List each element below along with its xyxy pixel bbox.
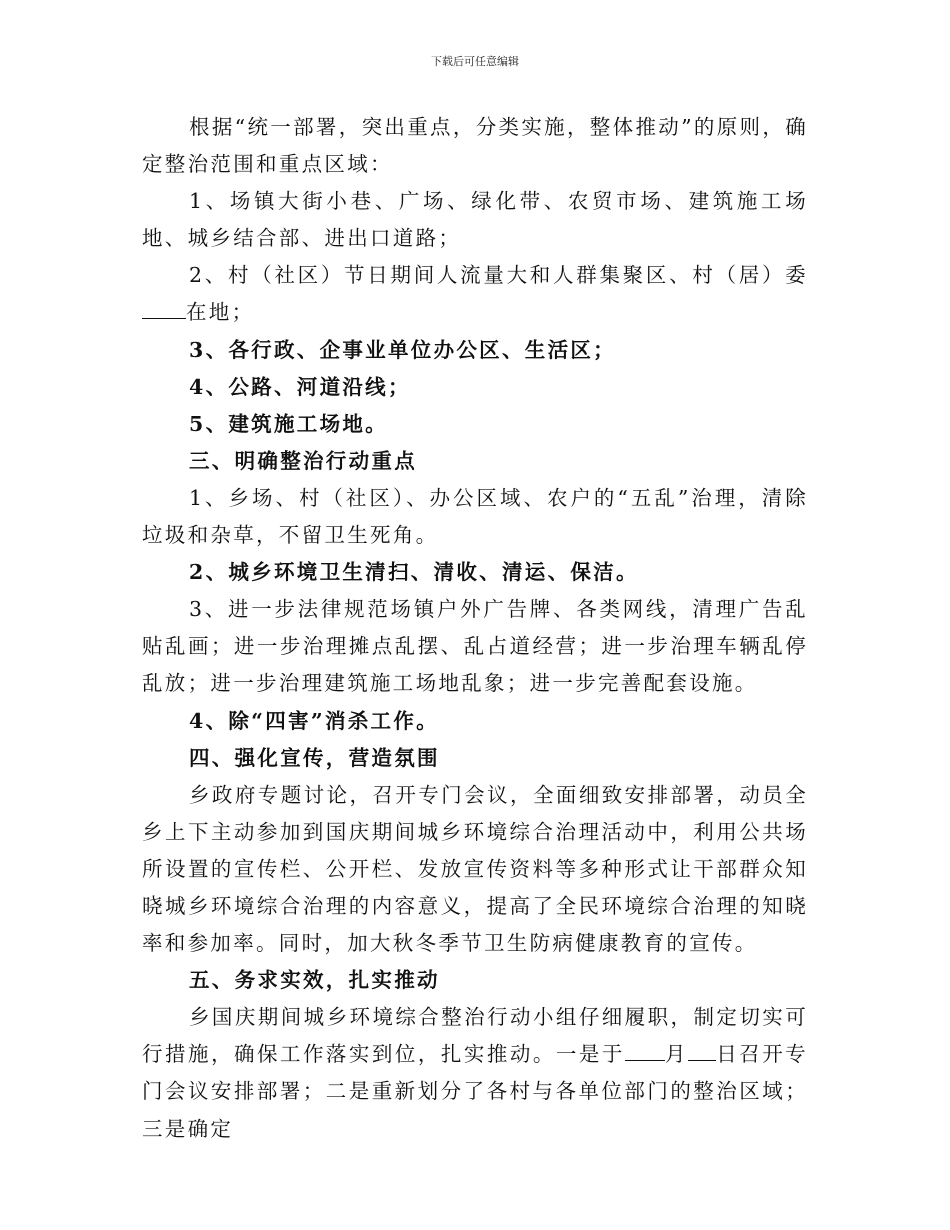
paragraph-item-2 [142,257,808,331]
paragraph-principle: 根据“统一部署，突出重点，分类实施，整体推动”的原则，确定整治范围和重点区域： [142,115,808,177]
paragraph-implementation-text-a: 乡国庆期间城乡环境综合整治行动小组仔细履职，制定切实可行措施，确保工作落实到位，扎实推动。一是于 [142,1005,808,1067]
day-blank [688,1040,716,1062]
document-body [142,109,808,1148]
paragraph-item-2-text: 2、村（社区）节日期间人流量大和人群集聚区、村（居）委 [189,263,808,288]
paragraph-implementation-text-c: 日召开专门会议安排部署；二是重新划分了各村与各单位部门的整治区域；三是确定 [142,1042,808,1141]
paragraph-implementation-text-b: 月 [664,1042,689,1067]
paragraph-focus-1: 1、乡场、村（社区）、办公区域、农户的“五乱”治理，清除垃圾和杂草，不留卫生死角。 [142,485,808,548]
paragraph-item-3: 3、各行政、企事业单位办公区、生活区； [189,337,616,362]
page-header: 下载后可任意编辑 [431,55,519,68]
paragraph-implementation [142,999,808,1147]
paragraph-item-1: 1、场镇大街小巷、广场、绿化带、农贸市场、建筑施工场地、城乡结合部、进出口道路； [142,189,808,251]
fill-blank [142,298,186,320]
paragraph-item-4: 4、公路、河道沿线； [189,374,411,399]
paragraph-item-5: 5、建筑施工场地。 [189,411,388,436]
paragraph-publicity: 乡政府专题讨论，召开专门会议，全面细致安排部署，动员全乡上下主动参加到国庆期间城乡环境综合治理活动中，利用公共场所设置的宣传栏、公开栏、发放宣传资料等多种形式让干部群众知晓城乡环境综合治理的内容意义，提高了全民环境综合治理的知晓率和参加率。同时，加大秋冬季节卫生防病健康教育的宣传。 [142,782,808,956]
section-heading-3: 三、明确整治行动重点 [189,448,417,473]
month-blank [625,1040,665,1062]
section-heading-4: 四、强化宣传，营造氛围 [189,745,440,770]
paragraph-focus-2: 2、城乡环境卫生清扫、清收、清运、保洁。 [189,560,639,585]
paragraph-focus-3: 3、进一步法律规范场镇户外广告牌、各类网线，清理广告乱贴乱画；进一步治理摊点乱摆、乱占道经营；进一步治理车辆乱停乱放；进一步治理建筑施工场地乱象；进一步完善配套设施。 [142,597,808,696]
paragraph-focus-4: 4、除“四害”消杀工作。 [189,708,439,733]
paragraph-item-2-tail: 在地； [186,300,255,325]
section-heading-5: 五、务求实效，扎实推动 [189,968,440,993]
